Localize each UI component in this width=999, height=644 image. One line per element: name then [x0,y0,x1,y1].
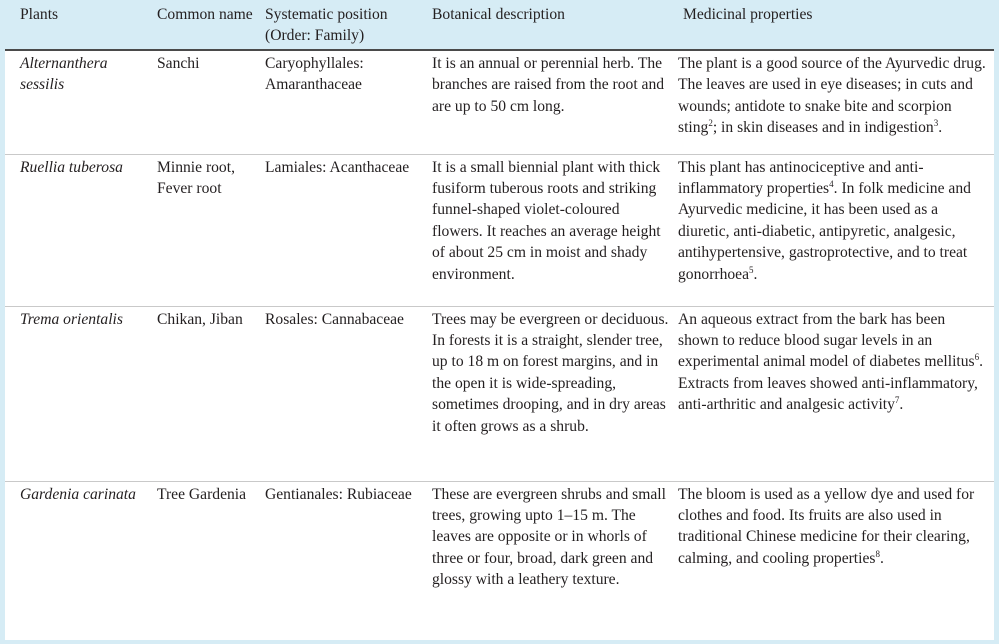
medicinal-text: The plant is a good source of the Ayurvedic drug. The leaves are used in eye diseases; in cuts and wounds; antidote to snake bite and scorpion sting [678,55,986,137]
botanical-description: These are evergreen shrubs and small trees, growing upto 1–15 m. The leaves are opposite or in whorls of three or four, broad, dark green and glossy with a leathery texture. [432,485,666,589]
botanical-description: Trees may be evergreen or deciduous. In forests it is a straight, slender tree, up to 18 m on forest margins, and in the open it is wide-spreading, sometimes drooping, and in dry areas it often grows as a shrub. [432,310,669,435]
medicinal-properties [673,481,994,633]
medicinal-text: . [879,549,884,567]
medicinal-text: . [753,265,758,283]
plant-name: Alternanthera sessilis [20,55,108,94]
header-systematic-position: Systematic position (Order: Family) [265,0,431,50]
table-container [5,0,994,640]
header-botanical-description: Botanical description [431,0,673,50]
common-name: Chikan, Jiban [157,310,243,328]
table-row [5,306,994,481]
plant-name: Gardenia carinata [20,485,136,503]
header-common-name: Common name [153,0,265,50]
medicinal-text: . In folk medicine and Ayurvedic medicine, it has been used as a diuretic, anti-diabetic, antipyretic, analgesic, antihypertensive, gastroprotective, and to treat gonorrhoea [678,179,971,283]
medicinal-text: . Extracts from leaves showed anti-inflammatory, anti-arthritic and analgesic activity [678,353,984,414]
plant-name: Ruellia tuberosa [20,158,123,176]
systematic-position: Lamiales: Acanthaceae [265,158,410,176]
medicinal-text: . [938,119,943,137]
medicinal-properties [673,50,994,154]
systematic-position: Gentianales: Rubiaceae [265,485,412,503]
common-name: Sanchi [157,55,200,72]
common-name: Minnie root, Fever root [157,158,235,197]
header-medicinal-properties: Medicinal properties [673,0,994,50]
medicinal-properties [673,154,994,306]
reference-number: 5 [749,264,754,275]
table-header-row [5,0,994,50]
medicinal-text: The bloom is used as a yellow dye and used for clothes and food. Its fruits are also used in traditional Chinese medicine for their clearing, calming, and cooling properties [678,485,975,567]
reference-number: 6 [974,352,980,363]
table-row [5,50,994,154]
table-row [5,481,994,633]
botanical-description: It is an annual or perennial herb. The branches are raised from the root and are up to 50 cm long. [432,55,665,115]
botanical-description: It is a small biennial plant with thick fusiform tuberous roots and striking funnel-shaped violet-coloured flowers. It reaches an average height of about 25 cm in moist and shady environment. [432,158,661,283]
reference-number: 3 [933,118,939,129]
systematic-position: Rosales: Cannabaceae [265,310,404,328]
header-plants: Plants [5,0,153,50]
medicinal-text: . [899,396,904,414]
reference-number: 8 [875,548,880,559]
table-row [5,154,994,306]
reference-number: 4 [829,178,834,189]
plant-name: Trema orientalis [20,310,123,328]
reference-number: 7 [894,395,900,406]
systematic-position: Caryophyllales: Amaranthaceae [265,55,364,94]
common-name: Tree Gardenia [157,485,247,503]
medicinal-plants-table [5,0,994,633]
medicinal-text: An aqueous extract from the bark has been shown to reduce blood sugar levels in an experimental animal model of diabetes mellitus [678,310,975,371]
medicinal-text: This plant has antinociceptive and anti-inflammatory properties [678,158,924,197]
reference-number: 2 [708,118,713,129]
medicinal-properties [673,306,994,481]
medicinal-text: ; in skin diseases and in indigestion [712,119,934,137]
